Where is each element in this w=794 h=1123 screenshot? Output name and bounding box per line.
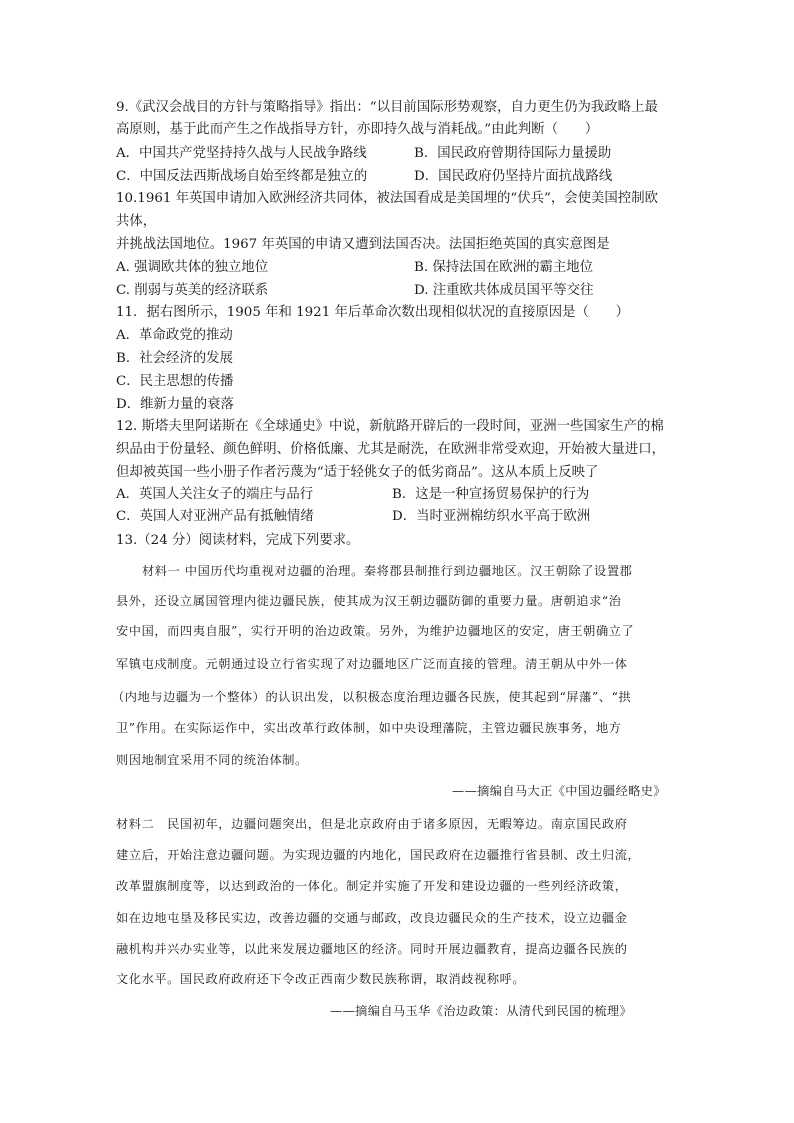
q12-option-c: C．英国人对亚洲产品有抵触情绪 (116, 509, 314, 524)
q11-option-c: C．民主思想的传播 (116, 374, 234, 389)
q10-line1: 10.1961 年英国申请加入欧洲经济共同体，被法国看成是美国埋的“伏兵”，会使美国控制欧 (116, 191, 658, 206)
q9-line2: 高原则，基于此而产生之作战指导方针，亦即持久战与消耗战。”由此判断（ ） (116, 122, 599, 137)
material1-line: 材料一 中国历代均重视对边疆的治理。秦将郡县制推行到边疆地区。汉王朝除了设置郡 (142, 564, 633, 578)
q10-option-c: C. 削弱与英美的经济联系 (116, 283, 269, 298)
q9-option-d: D．国民政府仍坚持片面抗战路线 (414, 169, 613, 184)
q12-option-a: A．英国人关注女子的端庄与品行 (116, 487, 314, 502)
q9-option-b: B．国民政府曾期待国际力量援助 (414, 146, 612, 161)
material2-line: 材料二 民国初年，边疆问题突出，但是北京政府由于诸多原因，无暇筹边。南京国民政府 (116, 817, 628, 831)
q10-option-b: B. 保持法国在欧洲的霸主地位 (414, 260, 594, 275)
q9-line1: 9.《武汉会战目的方针与策略指导》指出：“以目前国际形势观察，自力更生仍为我政略上最 (116, 100, 658, 115)
material1-line: 卫”作用。在实际运作中，实出改革行政体制，如中央设理藩院，主管边疆民族事务，地方 (116, 721, 622, 735)
material1-line: 县外，还设立属国管理内徙边疆民族，使其成为汉王朝边疆防御的重要力量。唐朝追求“治 (116, 594, 622, 608)
material2-source: ——摘编自马玉华《治边政策：从清代到民国的梳理》 (330, 1004, 633, 1018)
material1-line: 则因地制宜采用不同的统治体制。 (116, 753, 308, 767)
q12-line2: 织品由于份量轻、颜色鲜明、价格低廉、尤其是耐洗，在欧洲非常受欢迎，开始被大量进口， (116, 442, 666, 457)
q11-option-d: D．维新力量的衰落 (116, 397, 234, 412)
q10-option-a: A. 强调欧共体的独立地位 (116, 260, 269, 275)
material2-line: 建立后，开始注意边疆问题。为实现边疆的内地化，国民政府在边疆推行省县制、改土归流， (116, 848, 641, 862)
q12-line1: 12. 斯塔夫里阿诺斯在《全球通史》中说，新航路开辟后的一段时间，亚洲一些国家生产的棉 (116, 419, 664, 434)
q12-line3: 但却被英国一些小册子作者污蔑为“适于轻佻女子的低劣商品”。这从本质上反映了 (116, 465, 599, 480)
q11-option-b: B．社会经济的发展 (116, 351, 233, 366)
q10-line2: 共体， (116, 214, 157, 229)
material1-line: （内地与边疆为一个整体）的认识出发，以积极态度治理边疆各民族，使其起到“屏藩”、“拱 (112, 690, 632, 704)
material2-line: 融机构并兴办实业等，以此来发展边疆地区的经济。同时开展边疆教育，提高边疆各民族的 (116, 942, 628, 956)
q13-heading: 13.（24 分）阅读材料，完成下列要求。 (116, 533, 360, 548)
q9-option-c: C．中国反法西斯战场自始至终都是独立的 (116, 169, 368, 184)
q12-option-b: B．这是一种宣扬贸易保护的行为 (392, 487, 590, 502)
material1-line: 军镇屯戍制度。元朝通过设立行省实现了对边疆地区广泛而直接的管理。清王朝从中外一体 (116, 657, 628, 671)
q9-option-a: A．中国共产党坚持持久战与人民战争路线 (116, 146, 367, 161)
material2-line: 如在边地屯垦及移民实边，改善边疆的交通与邮政，改良边疆民众的生产技术，设立边疆金 (116, 911, 628, 925)
q10-option-d: D. 注重欧共体成员国平等交往 (414, 283, 594, 298)
material2-line: 文化水平。国民政府政府还下令改正西南少数民族称谓，取消歧视称呼。 (116, 972, 526, 986)
q11-line1: 11．据右图所示，1905 年和 1921 年后革命次数出现相似状况的直接原因是（ ） (116, 305, 630, 320)
q12-option-d: D．当时亚洲棉纺织水平高于欧洲 (392, 509, 591, 524)
material1-line: 安中国，而四夷自服”，实行开明的治边政策。另外，为维护边疆地区的安定，唐王朝确立了 (116, 624, 635, 638)
material1-source: ——摘编自马大正《中国边疆经略史》 (452, 784, 666, 798)
material2-line: 改革盟旗制度等，以达到政治的一体化。制定并实施了开发和建设边疆的一些列经济政策， (116, 879, 628, 893)
q10-line3: 并挑战法国地位。1967 年英国的申请又遭到法国否决。法国拒绝英国的真实意图是 (116, 237, 610, 252)
q11-option-a: A．革命政党的推动 (116, 328, 233, 343)
